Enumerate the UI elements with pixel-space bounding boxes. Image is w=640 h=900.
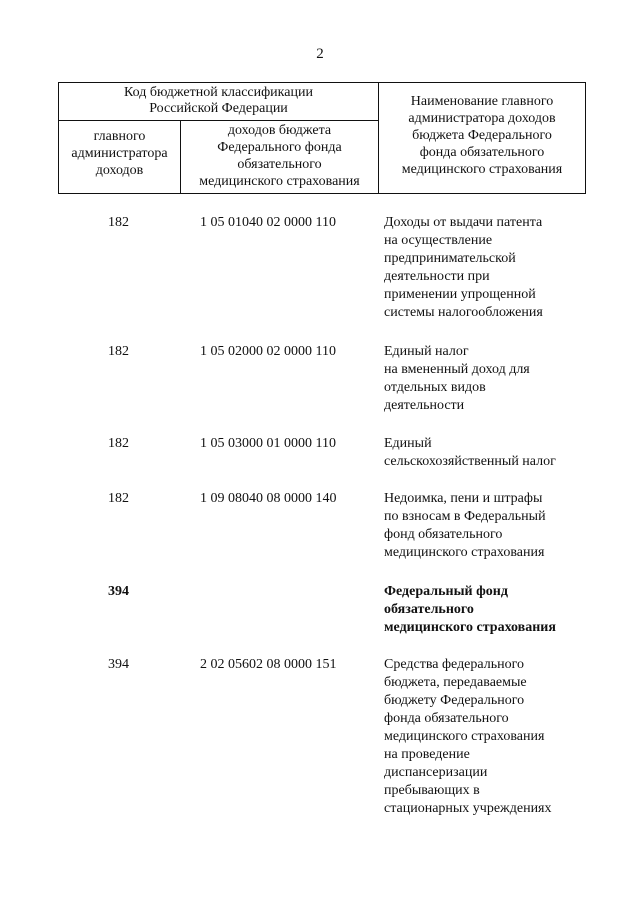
- admin-code: 182: [108, 491, 129, 506]
- name-line: фонда обязательного: [384, 711, 509, 726]
- header-text-line: главного: [93, 129, 146, 144]
- header-text-line: фонда обязательного: [419, 145, 545, 160]
- income-name: [384, 490, 594, 562]
- name-line: Доходы от выдачи патента: [384, 215, 543, 230]
- name-line: Единый: [384, 436, 432, 451]
- header-text-line: доходов: [95, 163, 144, 178]
- name-line: деятельности при: [384, 269, 490, 284]
- admin-code: 394: [108, 657, 129, 672]
- name-line: медицинского страхования: [384, 545, 545, 560]
- name-line: медицинского страхования: [384, 620, 556, 635]
- income-code: 1 09 08040 08 0000 140: [200, 491, 337, 506]
- name-line: на осуществление: [384, 233, 493, 248]
- name-line: сельскохозяйственный налог: [384, 454, 556, 469]
- name-line: стационарных учреждениях: [384, 801, 552, 816]
- name-line: диспансеризации: [384, 765, 488, 780]
- name-line: бюджета, передаваемые: [384, 675, 527, 690]
- income-code: 1 05 02000 02 0000 110: [200, 344, 336, 359]
- name-line: Недоимка, пени и штрафы: [384, 491, 543, 506]
- name-line: по взносам в Федеральный: [384, 509, 546, 524]
- main-administrator-header: [59, 121, 181, 193]
- classification-header-table: [58, 82, 586, 194]
- admin-code: 182: [108, 436, 129, 451]
- income-name: [384, 343, 594, 415]
- admin-code: 182: [108, 215, 129, 230]
- name-line: пребывающих в: [384, 783, 480, 798]
- name-line: медицинского страхования: [384, 729, 545, 744]
- header-text-line: обязательного: [237, 157, 322, 172]
- budget-classification-code-header: [59, 83, 379, 121]
- name-line: фонд обязательного: [384, 527, 503, 542]
- income-code: 1 05 01040 02 0000 110: [200, 215, 336, 230]
- header-text-line: медицинского страхования: [199, 174, 360, 189]
- name-line: Федеральный фонд: [384, 584, 508, 599]
- header-text-line: Федерального фонда: [217, 140, 342, 155]
- income-name: [384, 435, 594, 471]
- admin-code: 394: [108, 584, 129, 599]
- name-line: на вмененный доход для: [384, 362, 530, 377]
- administrator-name-header: [379, 83, 585, 203]
- admin-code: 182: [108, 344, 129, 359]
- name-line: на проведение: [384, 747, 470, 762]
- name-line: Средства федерального: [384, 657, 524, 672]
- header-text-line: бюджета Федерального: [412, 128, 552, 143]
- header-text-line: Российской Федерации: [149, 101, 288, 116]
- name-line: предпринимательской: [384, 251, 516, 266]
- name-line: деятельности: [384, 398, 465, 413]
- fund-income-header: [181, 121, 379, 193]
- header-text-line: администратора: [71, 146, 168, 161]
- income-code: 2 02 05602 08 0000 151: [200, 657, 337, 672]
- header-text-line: доходов бюджета: [227, 123, 332, 138]
- income-code: 1 05 03000 01 0000 110: [200, 436, 336, 451]
- header-text-line: Код бюджетной классификации: [124, 85, 313, 100]
- name-line: Единый налог: [384, 344, 469, 359]
- page-number: 2: [316, 46, 324, 62]
- fund-name: [384, 583, 594, 637]
- name-line: системы налогообложения: [384, 305, 543, 320]
- name-line: бюджету Федерального: [384, 693, 525, 708]
- header-text-line: Наименование главного: [410, 94, 554, 109]
- income-name: [384, 656, 594, 818]
- name-line: отдельных видов: [384, 380, 486, 395]
- income-name: [384, 214, 594, 322]
- header-text-line: администратора доходов: [408, 111, 556, 126]
- header-text-line: медицинского страхования: [401, 162, 563, 177]
- name-line: применении упрощенной: [384, 287, 536, 302]
- name-line: обязательного: [384, 602, 474, 617]
